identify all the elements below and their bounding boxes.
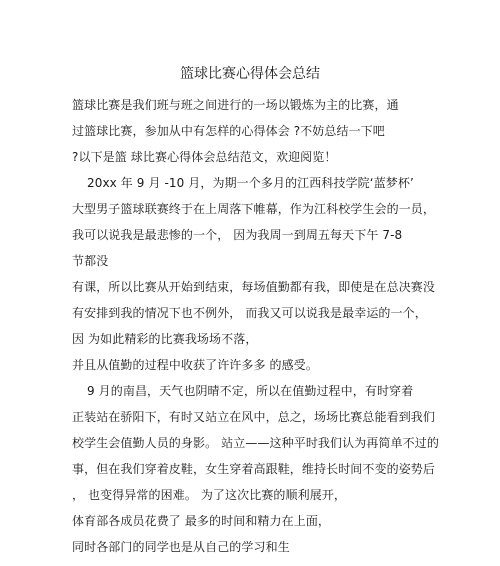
paragraph-line: 有课，所以比赛从开始到结束，每场值勤都有我，即使是在总决赛没 — [72, 280, 436, 294]
paragraph-line: 正装站在骄阳下，有时又站立在风中，总之，场场比赛总能看到我们 — [72, 410, 436, 424]
document-title: 篮球比赛心得体会总结 — [180, 66, 320, 82]
paragraph-line: 9 月的南昌，天气也阴晴不定，所以在值勤过程中，有时穿着 — [87, 384, 414, 398]
paragraph-line: 因 为如此精彩的比赛我场场不落， — [72, 332, 258, 346]
paragraph-line: 大型男子篮球联赛终于在上周落下帷幕，作为江科校学生会的一员， — [72, 202, 436, 216]
paragraph-line: 事，但在我们穿着皮鞋，女生穿着高跟鞋，维持长时间不变的姿势后 — [72, 462, 436, 476]
paragraph-line: ?以下是篮 球比赛心得体会总结范文，欢迎阅览！ — [72, 150, 337, 164]
paragraph-line: 有安排到我的情况下也不例外， 而我又可以说我是最幸运的一个， — [72, 306, 427, 320]
paragraph-line: 20xx 年 9 月 -10 月，为期一个多月的江西科技学院‘蓝梦杯’ — [87, 176, 414, 190]
paragraph-line: 过篮球比赛，参加从中有怎样的心得体会 ?不妨总结一下吧 — [72, 124, 385, 138]
paragraph-line: 并且从值勤的过程中收获了许许多多 的感受。 — [72, 358, 318, 372]
paragraph-line: 同时各部门的同学也是从自己的学习和生 — [72, 540, 290, 554]
paragraph-line: 体育部各成员花费了 最多的时间和精力在上面， — [72, 514, 331, 528]
paragraph-line: 我可以说我是最悲惨的一个， 因为我周一到周五每天下午 7-8 — [72, 228, 403, 242]
paragraph-line: 节都没 — [72, 254, 109, 268]
paragraph-line: 校学生会值勤人员的身影。 站立——这种平时我们认为再简单不过的 — [72, 436, 439, 450]
paragraph-line: ， 也变得异常的困难。 为了这次比赛的顺利展开， — [72, 488, 347, 502]
paragraph-line: 篮球比赛是我们班与班之间进行的一场以锻炼为主的比赛，通 — [72, 98, 399, 112]
